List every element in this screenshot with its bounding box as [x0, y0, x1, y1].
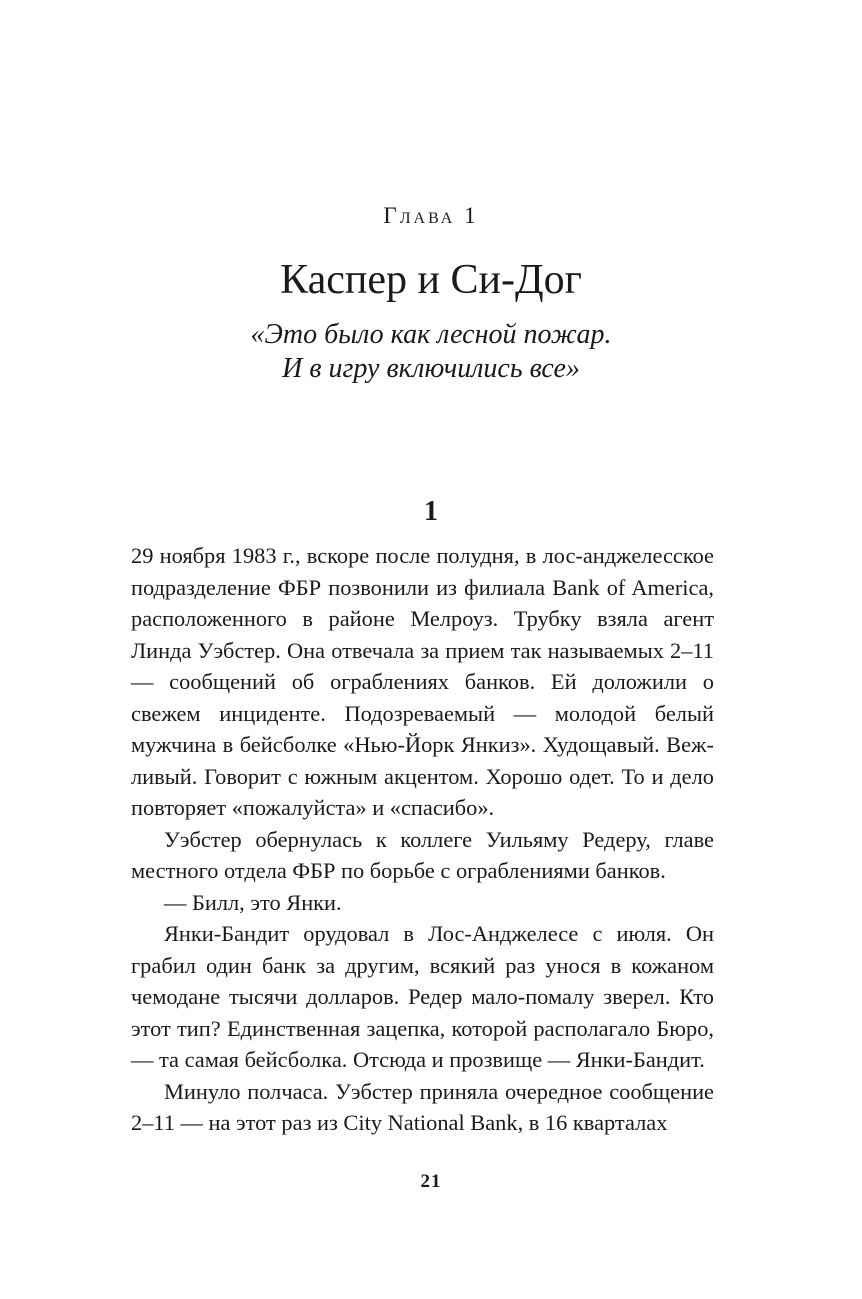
paragraph: 29 ноября 1983 г., вскоре после полудня, в лос-анджелесское подразделение ФБР позвонили из филиала Bank of America, расположенного в районе Мелроуз. Трубку взяла агент Линда Уэбстер. Она отвечала за прием так называемых 2–11 — сообщений об ограблениях банков. Ей доложили о свежем инциденте. Подозреваемый — молодой белый мужчина в бейсболке «Нью-Йорк Янкиз». Худощавый. Вежливый. Говорит с южным акцентом. Хорошо одет. То и дело повторяет «пожалуйста» и «спасибо». — [131, 543, 714, 820]
paragraph: Янки-Бандит орудовал в Лос-Анджелесе с июля. Он грабил один банк за другим, всякий раз унося в кожаном чемодане тысячи долларов. Редер мало-помалу зверел. Кто этот тип? Единственная зацепка, которой располагало Бюро, — та самая бейсболка. Отсюда и прозвище — Янки-Бандит. — [131, 921, 714, 1072]
paragraph: — Билл, это Янки. — [164, 889, 342, 915]
chapter-title: Каспер и Си-Дог — [280, 257, 582, 303]
epigraph — [0, 318, 862, 386]
page-number: 21 — [420, 1171, 442, 1192]
epigraph-line-1: «Это было как лесной пожар. — [250, 319, 612, 350]
paragraph: Минуло полчаса. Уэбстер приняла очередное сообщение 2–11 — на этот раз из City National Bank, в 16 кварталах — [131, 1078, 714, 1135]
epigraph-line-2: И в игру включились все» — [282, 353, 580, 384]
body-text — [131, 540, 714, 1139]
chapter-label: Глава 1 — [383, 203, 479, 228]
paragraph: Уэбстер обернулась к коллеге Уильяму Редеру, главе местного отдела ФБР по борьбе с ограблениями банков. — [131, 826, 714, 883]
section-number: 1 — [424, 496, 438, 527]
